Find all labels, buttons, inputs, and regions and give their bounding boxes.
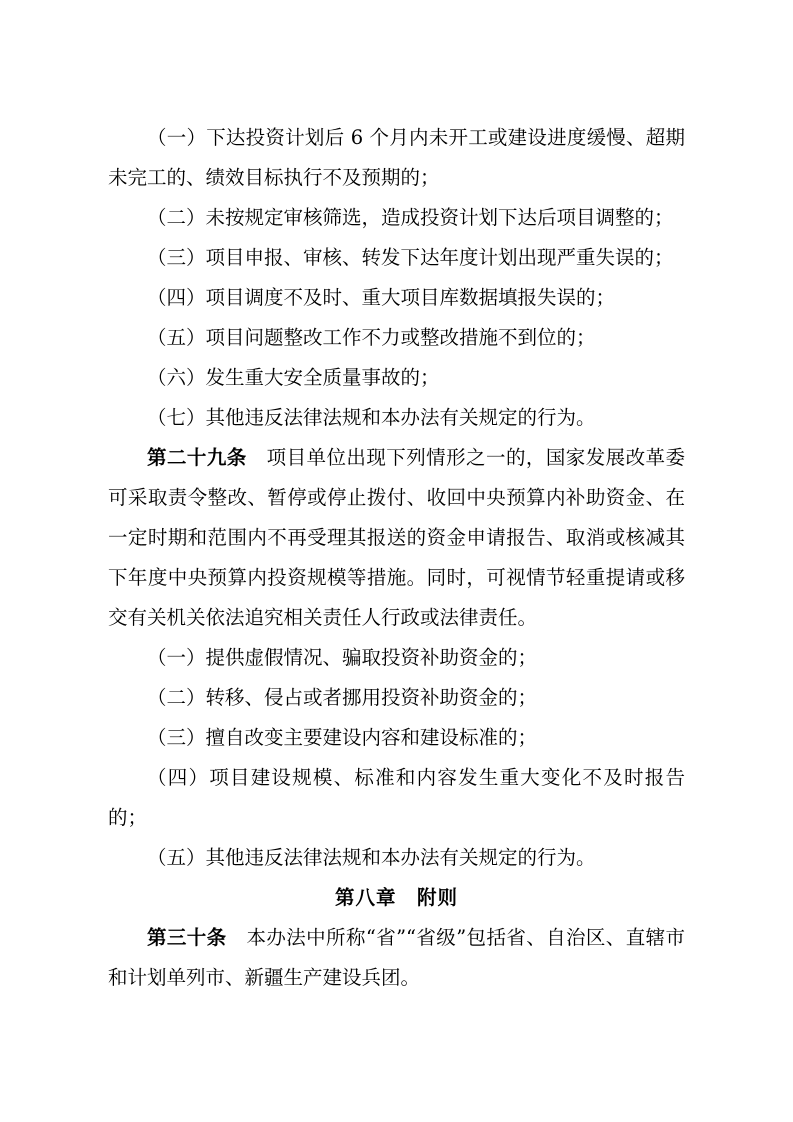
list-item: （一）下达投资计划后 6 个月内未开工或建设进度缓慢、超期未完工的、绩效目标执行不及预期的； xyxy=(108,126,685,189)
list-item: （五）项目问题整改工作不力或整改措施不到位的； xyxy=(147,326,596,349)
article-paragraph xyxy=(108,438,685,638)
list-item: （三）擅自改变主要建设内容和建设标准的； xyxy=(147,726,538,749)
article-label: 第二十九条 xyxy=(147,446,247,469)
article-text: 项目单位出现下列情形之一的，国家发展改革委可采取责令整改、暂停或停止拨付、收回中央预算内补助资金、在一定时期和范围内不再受理其报送的资金申请报告、取消或核减其下年度中央预算内投资规模等措施。同时，可视情节轻重提请或移交有关机关依法追究相关责任人行政或法律责任。 xyxy=(108,446,685,629)
list-item: （五）其他违反法律法规和本办法有关规定的行为。 xyxy=(147,846,596,869)
article-label: 第三十条 xyxy=(147,926,227,949)
list-item: （三）项目申报、审核、转发下达年度计划出现严重失误的； xyxy=(147,246,674,269)
list-item: （四）项目调度不及时、重大项目库数据填报失误的； xyxy=(147,286,616,309)
article-paragraph xyxy=(108,918,685,998)
document-body xyxy=(108,118,685,998)
article-text: 本办法中所称“省”“省级”包括省、自治区、直辖市和计划单列市、新疆生产建设兵团。 xyxy=(108,926,685,989)
list-item: （一）提供虚假情况、骗取投资补助资金的； xyxy=(147,646,538,669)
list-item: （六）发生重大安全质量事故的； xyxy=(147,366,440,389)
list-item: （四）项目建设规模、标准和内容发生重大变化不及时报告的； xyxy=(108,766,685,829)
list-item: （二）未按规定审核筛选，造成投资计划下达后项目调整的； xyxy=(147,206,674,229)
chapter-title: 第八章 附则 xyxy=(334,886,458,909)
list-item: （七）其他违反法律法规和本办法有关规定的行为。 xyxy=(147,406,596,429)
list-item: （二）转移、侵占或者挪用投资补助资金的； xyxy=(147,686,538,709)
